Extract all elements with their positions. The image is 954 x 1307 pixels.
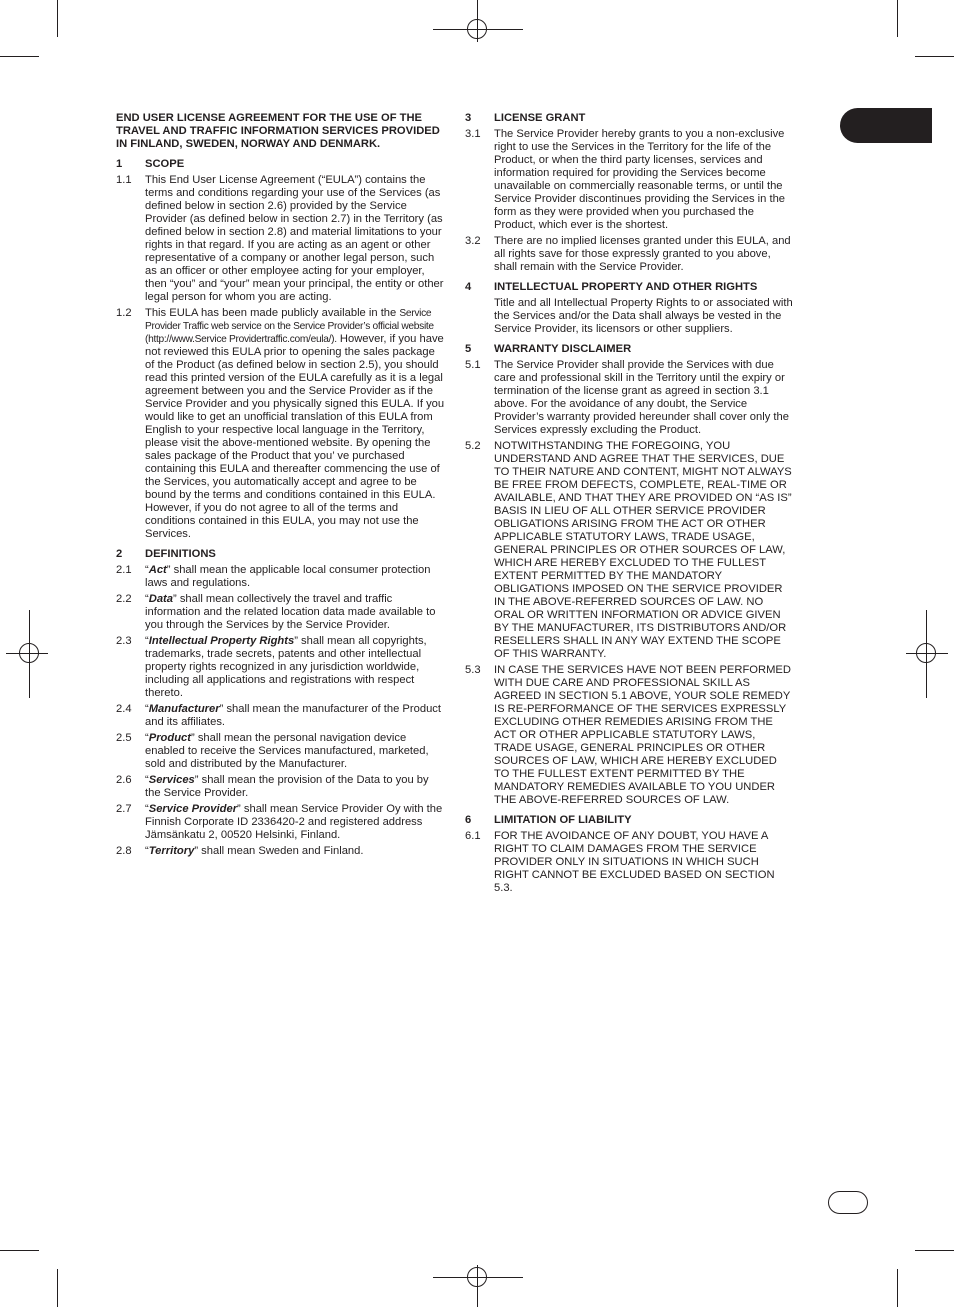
clause-5-2 bbox=[465, 440, 795, 661]
definition-text: ” shall mean the personal navigation device enabled to receive the Services manufactured, marketed, sold and distributed by the Manufacturer. bbox=[145, 732, 429, 770]
section-title: WARRANTY DISCLAIMER bbox=[494, 343, 632, 355]
crop-mark bbox=[57, 1269, 58, 1307]
section-scope bbox=[116, 158, 446, 541]
clause-number: 1.2 bbox=[116, 307, 132, 319]
clause-number: 2.6 bbox=[116, 774, 132, 786]
clause-text: IN CASE THE SERVICES HAVE NOT BEEN PERFORMED WITH DUE CARE AND PROFESSIONAL SKILL AS AGREED IN SECTION 5.1 ABOVE, YOUR SOLE REMEDY IS RE-PERFORMANCE OF THE SERVICES EXPRESSLY EXCLUDING OTHER REMEDIES ARISING FROM THE ACT OR OTHER APPLICABLE STATUTORY LAWS, TRADE USAGE, GENERAL PRINCIPLES OR OTHER SOURCES OF LAW, WHICH ARE HEREBY EXCLUDED TO THE FULLEST EXTENT PERMITTED BY THE MANDATORY REMEDIES AVAILABLE TO YOU UNDER THE ABOVE-REFERRED SOURCES OF LAW. bbox=[494, 664, 791, 806]
clause-number: 1.1 bbox=[116, 174, 132, 186]
definition-act bbox=[116, 564, 446, 590]
clause-number: 6.1 bbox=[465, 830, 481, 842]
definition-text: ” shall mean the manufacturer of the Product and its affiliates. bbox=[145, 703, 441, 728]
definition-text: ” shall mean Sweden and Finland. bbox=[194, 845, 364, 857]
clause-number: 2.5 bbox=[116, 732, 132, 744]
clause-5-1 bbox=[465, 359, 795, 437]
quote-mark: “ bbox=[145, 593, 149, 605]
clause-text: NOTWITHSTANDING THE FOREGOING, YOU UNDERSTAND AND AGREE THAT THE SERVICES, DUE TO THEIR NATURE AND CONTENT, MIGHT NOT ALWAYS BE FREE FROM DEFECTS, COMPLETE, REAL-TIME OR AVAILABLE, AND THAT THEY ARE PROVIDED ON “AS IS” BASIS IN LIEU OF ALL OTHER SERVICE PROVIDER OBLIGATIONS ARISING FROM THE ACT OR OTHER APPLICABLE STATUTORY LAWS, TRADE USAGE, GENERAL PRINCIPLES OR OTHER SOURCES OF LAW, WHICH ARE HEREBY EXCLUDED TO THE FULLEST EXTENT PERMITTED BY THE MANDATORY OBLIGATIONS IMPOSED ON THE SERVICE PROVIDER IN THE ABOVE-REFERRED SOURCES OF LAW. NO ORAL OR WRITTEN INFORMATION OR ADVICE GIVEN BY THE MANUFACTURER, ITS DISTRIBUTORS AND/OR RESELLERS SHALL IN ANY WAY EXTEND THE SCOPE OF THIS WARRANTY. bbox=[494, 440, 792, 660]
clause-3-2 bbox=[465, 235, 795, 274]
clause-number: 5.1 bbox=[465, 359, 481, 371]
quote-mark: “ bbox=[145, 845, 149, 857]
definition-manufacturer bbox=[116, 703, 446, 729]
crop-mark bbox=[0, 56, 39, 57]
definition-product bbox=[116, 732, 446, 771]
section-definitions bbox=[116, 548, 446, 858]
section-number: 1 bbox=[116, 158, 123, 170]
clause-text: There are no implied licenses granted under this EULA, and all rights save for those expressly granted to you above, shall remain with the Service Provider. bbox=[494, 235, 791, 273]
clause-number: 5.3 bbox=[465, 664, 481, 676]
quote-mark: “ bbox=[145, 635, 149, 647]
clause-number: 3.2 bbox=[465, 235, 481, 247]
crop-mark bbox=[915, 1250, 954, 1251]
section-number: 5 bbox=[465, 343, 472, 355]
clause-text bbox=[145, 307, 446, 541]
definition-data bbox=[116, 593, 446, 632]
clause-text-part: However, if you have not reviewed this EULA prior to opening the sales package of the Product (as defined below in section 2.5), you should read this printed version of the EULA carefully as it is a legal agreement between you and the Service Provider as if the Service Provider and you physically signed this EULA. If you would like to get an unofficial translation of this EULA from English to your respective local language in the Territory, please visit the above-mentioned website. By opening the sales package of the Product that you’ ve purchased containing this EULA and thereafter commencing the use of the Services, you automatically accept and agree to be bound by the terms and conditions contained in this EULA. However, if you do not agree to all of the terms and conditions contained in this EULA, you may not use the Services. bbox=[145, 333, 445, 540]
defined-term: Manufacturer bbox=[148, 703, 220, 715]
page-number-box bbox=[828, 1191, 868, 1214]
quote-mark: “ bbox=[145, 803, 149, 815]
clause-text: This End User License Agreement (“EULA”) contains the terms and conditions regarding your use of the Services (as defined below in section 2.6) provided by the Service Provider (as defined below in section 2.7) in the Territory (as defined below in section 2.8) and material limitations to your rights in that regard. If you are acting as an agent or other representative of a company or another legal person, such as an officer or other employee acting for your employer, then “you” and “your” mean your principal, the entity or other legal person for whom you are acting. bbox=[145, 174, 444, 303]
definition-services bbox=[116, 774, 446, 800]
definition-text: ” shall mean the applicable local consumer protection laws and regulations. bbox=[145, 564, 431, 589]
language-tab bbox=[840, 108, 932, 143]
right-column bbox=[465, 112, 795, 902]
section-number: 4 bbox=[465, 281, 472, 293]
definition-text: ” shall mean Service Provider Oy with the Finnish Corporate ID 2336420-2 and registered address Jämsänkatu 2, 00520 Helsinki, Finland. bbox=[145, 803, 443, 841]
section-intellectual-property bbox=[465, 281, 795, 336]
section-warranty-disclaimer bbox=[465, 343, 795, 807]
clause-number: 2.1 bbox=[116, 564, 132, 576]
section-number: 2 bbox=[116, 548, 123, 560]
quote-mark: “ bbox=[145, 774, 149, 786]
defined-term: Territory bbox=[148, 845, 195, 857]
crop-mark bbox=[57, 0, 58, 37]
section-license-grant bbox=[465, 112, 795, 274]
clause-number: 2.3 bbox=[116, 635, 132, 647]
section-heading bbox=[465, 281, 795, 294]
clause-number: 2.4 bbox=[116, 703, 132, 715]
section-heading bbox=[116, 158, 446, 171]
clause-1-2 bbox=[116, 307, 446, 541]
clause-text: The Service Provider hereby grants to you a non-exclusive right to use the Services in the Territory for the life of the Product, or when the third party licenses, services and information required for providing the Services become unavailable on commercially reasonable terms, or until the Service Provider discontinues providing the Services in the form as they were provided when you purchased the Product, which ever is the shortest. bbox=[494, 128, 786, 231]
clause-number: 2.8 bbox=[116, 845, 132, 857]
section-text: Title and all Intellectual Property Rights to or associated with the Services and/or the Data shall always be vested in the Service Provider, its licensors or other suppliers. bbox=[494, 297, 793, 335]
defined-term: Data bbox=[148, 593, 173, 605]
quote-mark: “ bbox=[145, 703, 149, 715]
clause-number: 2.2 bbox=[116, 593, 132, 605]
section-number: 3 bbox=[465, 112, 472, 124]
section-heading bbox=[465, 814, 795, 827]
clause-number: 5.2 bbox=[465, 440, 481, 452]
crop-mark bbox=[897, 0, 898, 37]
defined-term: Product bbox=[148, 732, 191, 744]
clause-number: 3.1 bbox=[465, 128, 481, 140]
defined-term: Service Provider bbox=[148, 803, 238, 815]
defined-term: Services bbox=[148, 774, 195, 786]
clause-text-part: This EULA has been made publicly available in the bbox=[145, 307, 397, 319]
definition-text: ” shall mean all copyrights, trademarks, trade secrets, patents and other intellectual property rights recognized in any jurisdiction worldwide, including all applications and registrations with respect thereto. bbox=[145, 635, 427, 699]
clause-1-1 bbox=[116, 174, 446, 304]
definition-territory bbox=[116, 845, 446, 858]
quote-mark: “ bbox=[145, 732, 149, 744]
clause-number: 2.7 bbox=[116, 803, 132, 815]
section-heading bbox=[116, 548, 446, 561]
definition-text: ” shall mean collectively the travel and traffic information and the related location data made available to you through the Services by the Service Provider. bbox=[145, 593, 436, 631]
defined-term: Intellectual Property Rights bbox=[148, 635, 295, 647]
crop-mark bbox=[0, 1250, 39, 1251]
crop-mark bbox=[915, 56, 954, 57]
section-heading bbox=[465, 112, 795, 125]
section-title: LICENSE GRANT bbox=[494, 112, 586, 124]
section-title: LIMITATION OF LIABILITY bbox=[494, 814, 632, 826]
crop-mark bbox=[897, 1269, 898, 1307]
definition-text: ” shall mean the provision of the Data to you by the Service Provider. bbox=[145, 774, 429, 799]
section-number: 6 bbox=[465, 814, 472, 826]
section-title: SCOPE bbox=[145, 158, 185, 170]
definition-ipr bbox=[116, 635, 446, 700]
section-title: INTELLECTUAL PROPERTY AND OTHER RIGHTS bbox=[494, 281, 758, 293]
document-title: END USER LICENSE AGREEMENT FOR THE USE OF THE TRAVEL AND TRAFFIC INFORMATION SERVICES PROVIDED IN FINLAND, SWEDEN, NORWAY AND DENMARK. bbox=[116, 112, 440, 150]
clause-6-1 bbox=[465, 830, 795, 895]
section-title: DEFINITIONS bbox=[145, 548, 216, 560]
definition-service-provider bbox=[116, 803, 446, 842]
website-reference: Service Provider Traffic web service on the Service Provider’s official website (http://www.Service Providertraffic.com/eula/). bbox=[145, 308, 434, 345]
section-limitation-of-liability bbox=[465, 814, 795, 895]
quote-mark: “ bbox=[145, 564, 149, 576]
clause-5-3 bbox=[465, 664, 795, 807]
clause-text: The Service Provider shall provide the Services with due care and professional skill in the Territory until the expiry or termination of the license grant as agreed in section 3.1 above. For the avoidance of any doubt, the Service Provider’s warranty provided hereunder shall cover only the Services expressly excluding the Product. bbox=[494, 359, 789, 436]
defined-term: Act bbox=[148, 564, 167, 576]
clause-text: FOR THE AVOIDANCE OF ANY DOUBT, YOU HAVE A RIGHT TO CLAIM DAMAGES FROM THE SERVICE PROVIDER ONLY IN SITUATIONS IN WHICH SUCH RIGHT CANNOT BE EXCLUDED BASED ON SECTION 5.3. bbox=[494, 830, 775, 894]
clause-3-1 bbox=[465, 128, 795, 232]
left-column bbox=[116, 112, 446, 865]
section-heading bbox=[465, 343, 795, 356]
